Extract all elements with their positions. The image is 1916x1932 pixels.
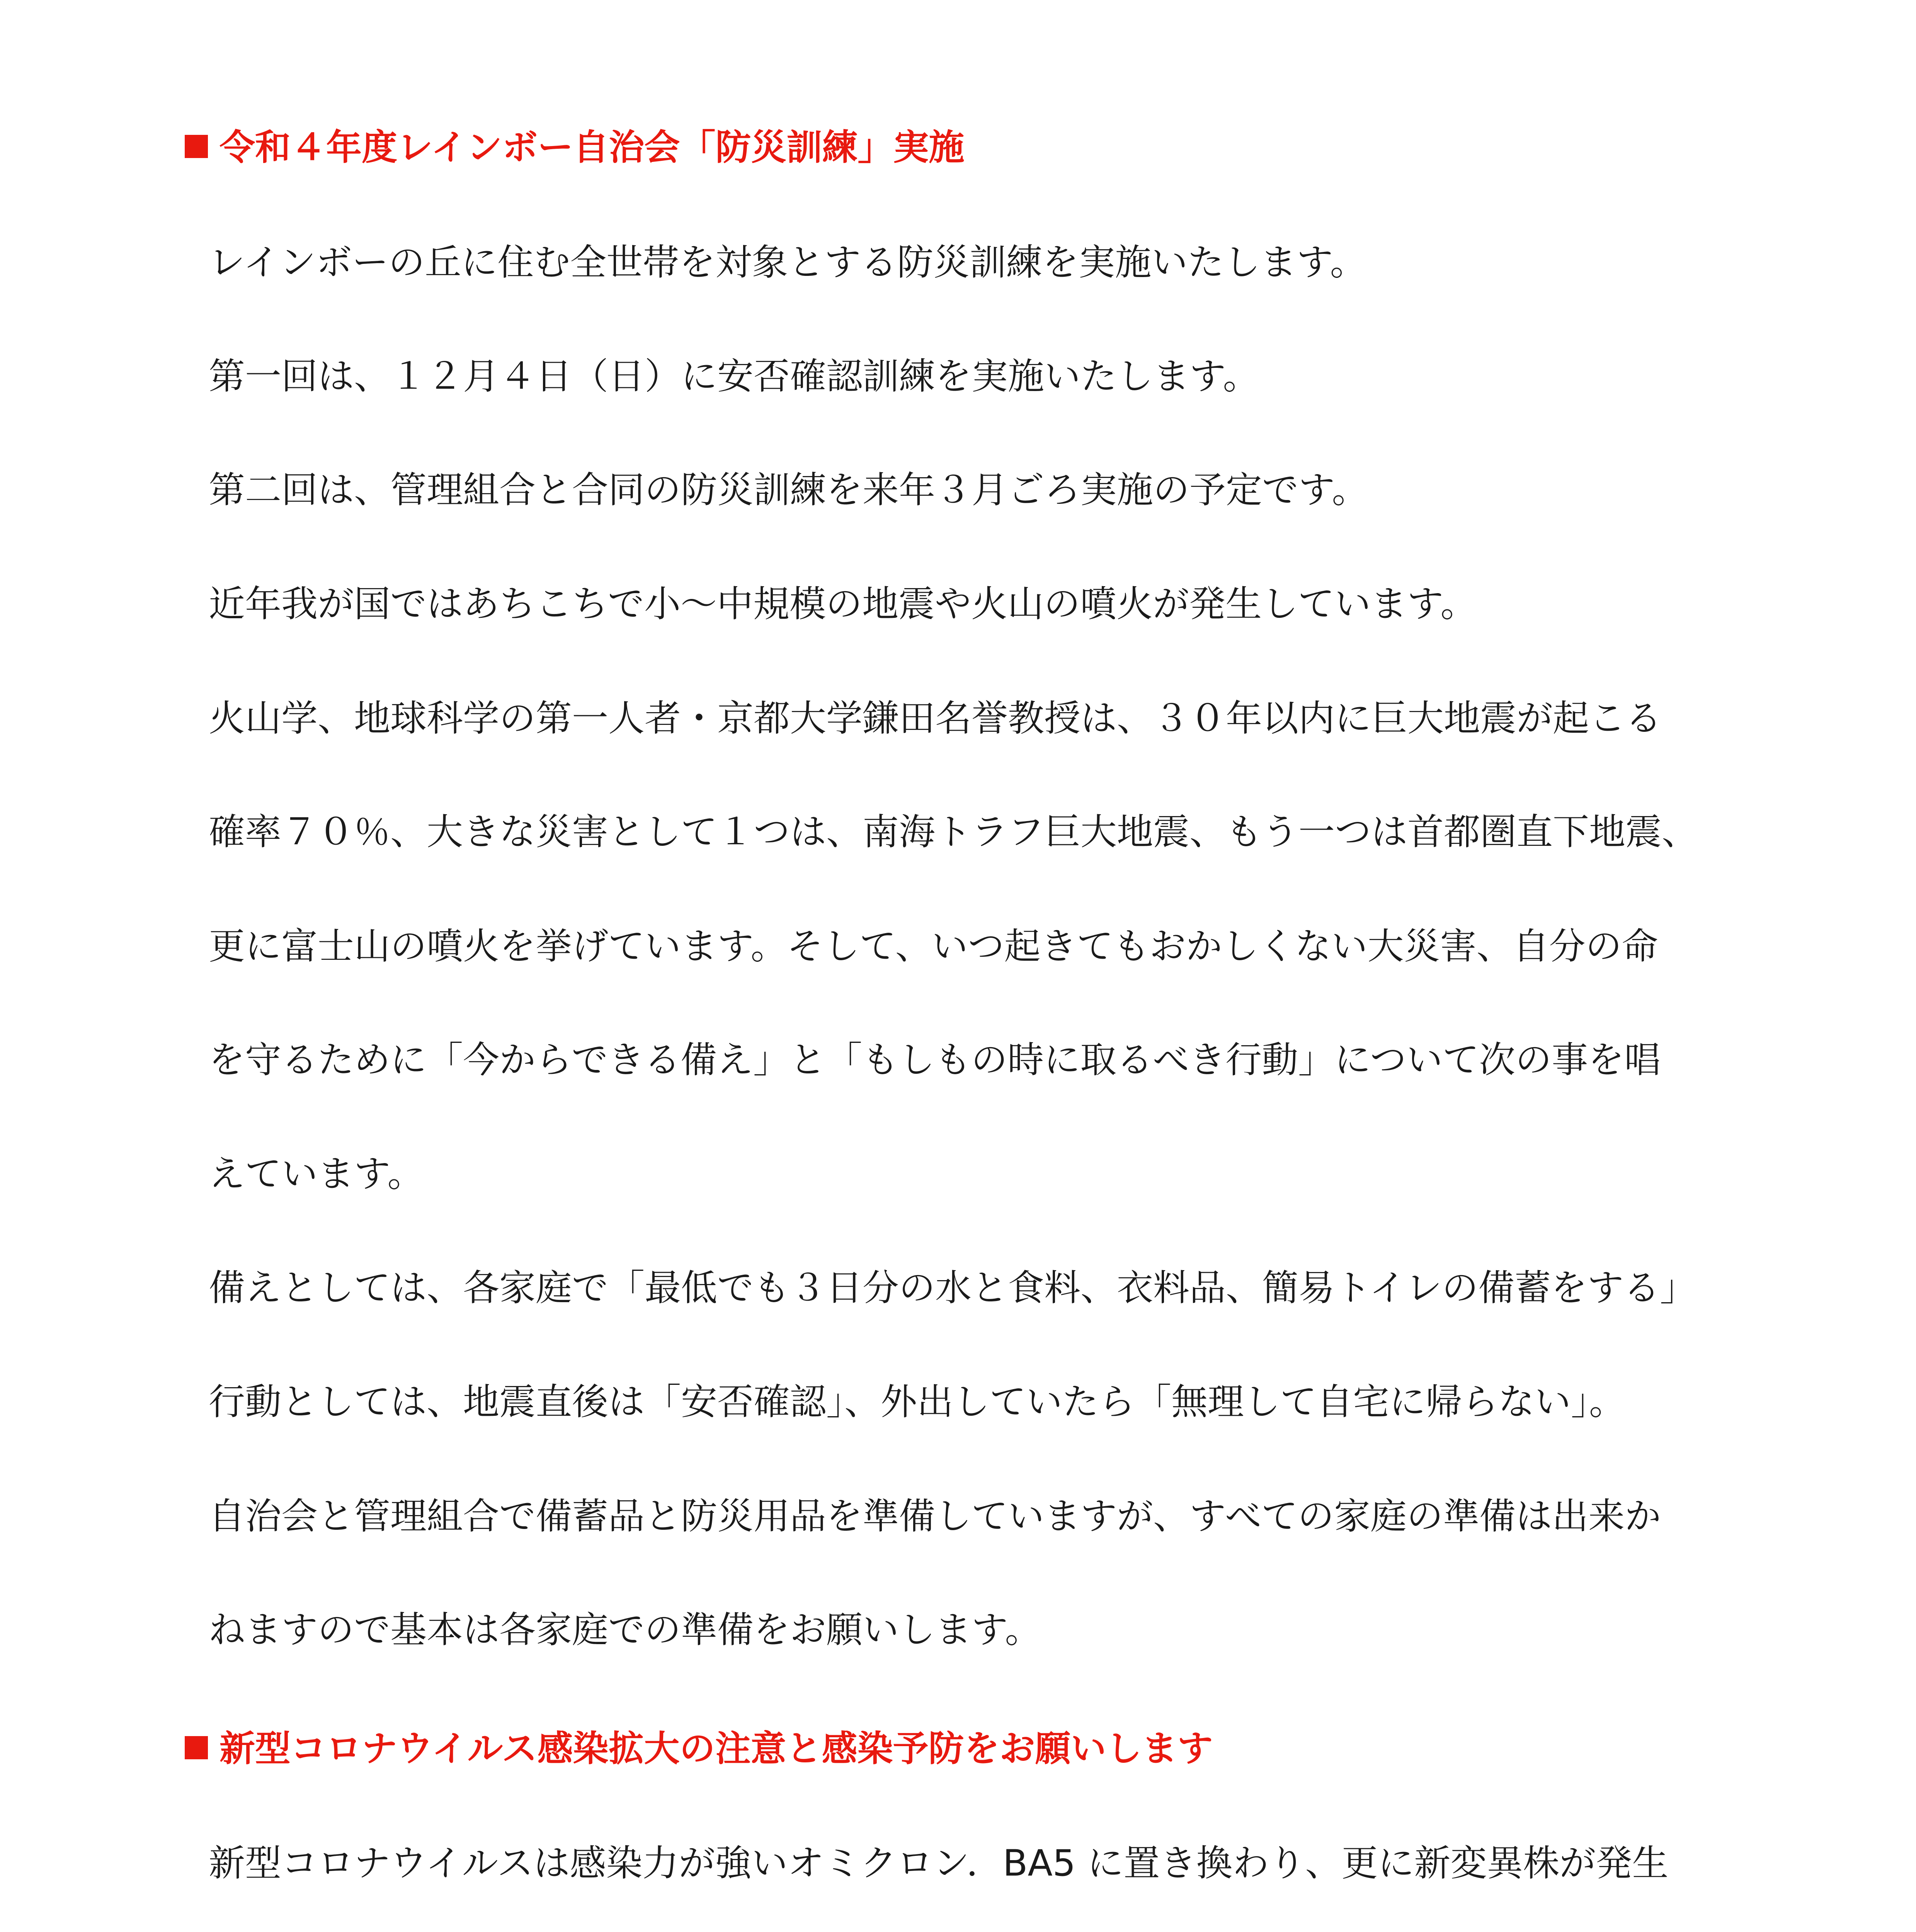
square-bullet-icon: [185, 135, 208, 158]
body-line: を守るために「今からできる備え」と「もしもの時に取るべき行動」について次の事を唱: [209, 1039, 1661, 1081]
body-line: 備えとしては、各家庭で「最低でも３日分の水と食料、衣料品、簡易トイレの備蓄をする」: [209, 1267, 1696, 1309]
section-heading-disaster-drill: 令和４年度レインボー自治会「防災訓練」実施: [185, 130, 964, 165]
body-line: 更に富士山の噴火を挙げています。そして、いつ起きてもおかしくない大災害、自分の命: [209, 925, 1658, 968]
body-line: 第二回は、管理組合と合同の防災訓練を来年３月ごろ実施の予定です。: [209, 469, 1368, 511]
body-line: 第一回は、１２月４日（日）に安否確認訓練を実施いたします。: [209, 355, 1259, 398]
body-line: 行動としては、地震直後は「安否確認」、外出していたら「無理して自宅に帰らない」。: [209, 1381, 1626, 1423]
body-line: 新型コロナウイルスは感染力が強いオミクロン．BA5 に置き換わり、更に新変異株が発生: [209, 1842, 1669, 1884]
square-bullet-icon: [185, 1736, 208, 1759]
body-line: 火山学、地球科学の第一人者・京都大学鎌田名誉教授は、３０年以内に巨大地震が起こる: [209, 697, 1662, 740]
section-heading-covid-prevention: 新型コロナウイルス感染拡大の注意と感染予防をお願いします: [185, 1731, 1213, 1767]
body-line: 近年我が国ではあちこちで小～中規模の地震や火山の噴火が発生しています。: [209, 583, 1477, 625]
body-line: 自治会と管理組合で備蓄品と防災用品を準備していますが、すべての家庭の準備は出来か: [209, 1495, 1661, 1537]
body-line: えています。: [209, 1153, 424, 1195]
body-line: ねますので基本は各家庭での準備をお願いします。: [209, 1609, 1041, 1651]
body-line: レインボーの丘に住む全世帯を対象とする防災訓練を実施いたします。: [209, 242, 1366, 284]
body-line: 確率７０％、大きな災害として１つは、南海トラフ巨大地震、もう一つは首都圏直下地震、: [209, 811, 1698, 853]
